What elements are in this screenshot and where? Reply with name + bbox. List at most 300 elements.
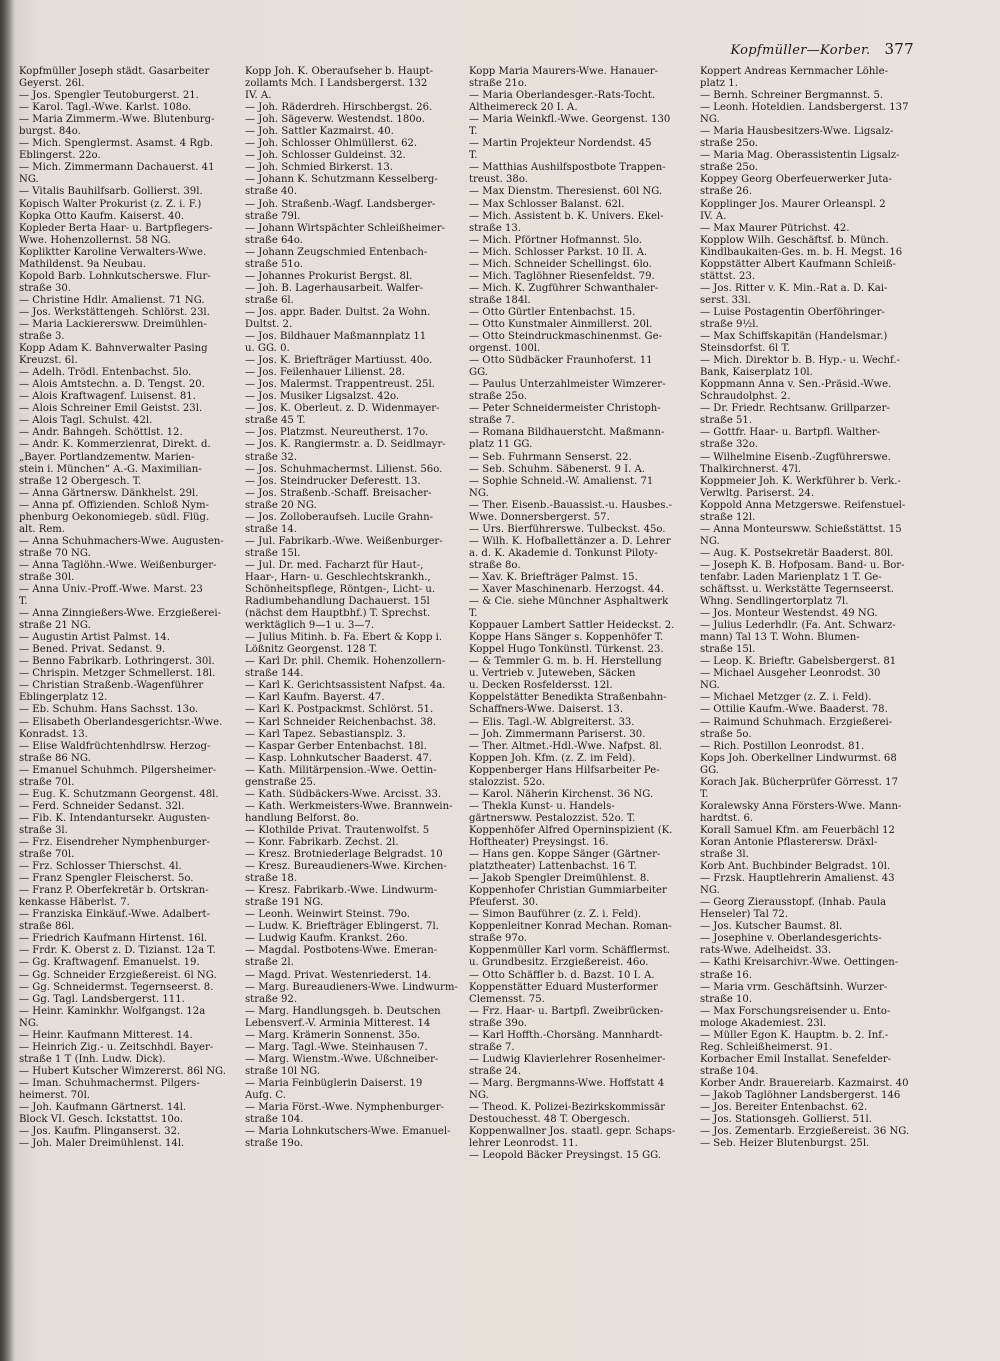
directory-line: straße 25o. [469, 391, 527, 403]
directory-line: Korach Jak. Bücherprüfer Görresst. 17 [700, 776, 898, 788]
directory-line: Korb Ant. Buchbinder Belgradst. 10l. [700, 861, 891, 873]
directory-line: Kopold Barb. Lohnkutscherswe. Flur- [19, 270, 211, 282]
directory-line: — Xav. K. Briefträger Palmst. 15. [469, 571, 638, 583]
directory-line: — Simon Bauführer (z. Z. i. Feld). [469, 909, 642, 921]
directory-line: straße 9½l. [700, 318, 759, 330]
directory-line: — Mich. K. Zugführer Schwanthaler- [469, 282, 659, 294]
directory-line: T. [469, 126, 478, 138]
directory-line: mann) Tal 13 T. Wohn. Blumen- [700, 632, 860, 644]
directory-line: straße 7. [469, 1041, 515, 1053]
directory-line: — Iman. Schuhmachermst. Pilgers- [19, 1077, 200, 1089]
directory-line: IV. A. [700, 210, 727, 222]
directory-line: — Jos. K. Briefträger Martiusst. 40o. [245, 355, 433, 367]
directory-line: straße 79l. [245, 210, 301, 222]
directory-line: NG. [469, 487, 489, 499]
directory-line: Kopfmüller Joseph städt. Gasarbeiter [19, 66, 210, 77]
directory-line: NG. [700, 680, 720, 692]
directory-line: straße 21 NG. [19, 620, 91, 632]
directory-line: — Anna Schuhmachers-Wwe. Augusten- [19, 535, 224, 547]
directory-line: gärtnersww. Pestalozzist. 52o. T. [469, 812, 636, 824]
directory-line: Koppenhöfer Alfred Operninspizient (K. [469, 824, 673, 836]
directory-line: Schönheitspflege, Röntgen-, Licht- u. [245, 584, 436, 596]
directory-line: — Jul. Fabrikarb.-Wwe. Weißenburger- [245, 535, 443, 547]
directory-line: straße 10l NG. [245, 1065, 321, 1077]
directory-line: — Otto Kunstmaler Ainmillerst. 20l. [469, 318, 653, 330]
directory-line: straße 45 T. [245, 415, 306, 427]
directory-line: — & Temmler G. m. b. H. Herstellung [469, 656, 662, 668]
directory-line: — Kresz. Fabrikarb.-Wwe. Lindwurm- [245, 885, 438, 897]
directory-line: — Mich. Direktor b. B. Hyp.- u. Wechf.- [700, 355, 900, 367]
directory-line: a. d. K. Akademie d. Tonkunst Piloty- [469, 547, 658, 559]
directory-line: — Ottilie Kaufm.-Wwe. Baaderst. 78. [700, 704, 888, 716]
directory-line: Koppmann Anna v. Sen.-Präsid.-Wwe. [700, 379, 892, 391]
directory-line: GG. [469, 367, 488, 379]
directory-line: — Marg. Bureaudieners-Wwe. Lindwurm- [245, 981, 458, 993]
directory-line: — Johannes Prokurist Bergst. 8l. [245, 270, 413, 282]
directory-line: — Kresz. Bureaudieners-Wwe. Kirchen- [245, 861, 447, 873]
directory-line: Koppenberger Hans Hilfsarbeiter Pe- [469, 764, 660, 776]
directory-line: tenfabr. Laden Marienplatz 1 T. Ge- [700, 571, 882, 583]
directory-line: — Elis. Tagl.-W. Ablgreiterst. 33. [469, 716, 635, 728]
directory-line: straße 19o. [245, 1138, 303, 1150]
directory-line: straße 70l. [19, 849, 75, 861]
directory-line: — Frdr. K. Oberst z. D. Tizianst. 12a T. [19, 945, 216, 957]
directory-line: — Alois Kraftwagenf. Luisenst. 81. [19, 391, 196, 403]
running-title: Kopfmüller—Korber. [730, 43, 871, 58]
directory-line: — Ludw. K. Briefträger Eblingerst. 7l. [245, 921, 439, 933]
directory-line: Pfeuferst. 30. [469, 897, 539, 909]
directory-line: — Kath. Militärpension.-Wwe. Oettin- [245, 764, 437, 776]
directory-line: — Otto Schäffler b. d. Bazst. 10 I. A. [469, 969, 655, 981]
directory-line: Koran Antonie Pflasterersw. Dräxl- [700, 837, 878, 848]
directory-line: Koppel Hugo Tonkünstl. Türkenst. 23. [469, 644, 664, 656]
directory-line: — Hans gen. Koppe Sänger (Gärtner- [469, 849, 661, 861]
directory-line: — Joh. Maler Dreimühlenst. 14l. [19, 1138, 185, 1150]
directory-line: straße 51. [700, 415, 753, 427]
directory-line: — Franziska Einkäuf.-Wwe. Adalbert- [19, 909, 211, 921]
directory-line: Koppenhofer Christian Gummiarbeiter [469, 885, 667, 897]
directory-line: mologe Akademiest. 23l. [700, 1017, 827, 1029]
directory-line: — Max Maurer Pütrichst. 42. [700, 222, 850, 234]
directory-line: straße 70 NG. [19, 547, 91, 559]
directory-line: — Theod. K. Polizei-Bezirkskommissär [469, 1102, 666, 1114]
directory-line: — Kath. Werkmeisters-Wwe. Brannwein- [245, 800, 453, 812]
directory-line: Kopplinger Jos. Maurer Orleanspl. 2 [700, 198, 886, 210]
directory-line: — Ludwig Kaufm. Krankst. 26o. [245, 933, 408, 945]
directory-line: — Joh. Schlosser Guldeinst. 32. [245, 150, 406, 162]
directory-line: — Dr. Friedr. Rechtsanw. Grillparzer- [700, 403, 890, 415]
column-3 [469, 66, 695, 1162]
directory-line: — Jos. Schuhmachermst. Lilienst. 56o. [245, 463, 443, 475]
directory-line: straße 32. [245, 451, 298, 463]
directory-line: — Frz. Haar- u. Bartpfl. Zweibrücken- [469, 1005, 664, 1017]
directory-line: — Leopold Bäcker Preysingst. 15 GG. [469, 1150, 662, 1162]
directory-line: T. [19, 596, 28, 608]
directory-line: — Elisabeth Oberlandesgerichtsr.-Wwe. [19, 716, 223, 728]
directory-line: — Julius Mitinh. b. Fa. Ebert & Kopp i. [245, 632, 443, 644]
directory-line: Kopisch Walter Prokurist (z. Z. i. F.) [19, 198, 202, 210]
directory-line: — Jos. Bereiter Entenbachst. 62. [700, 1102, 868, 1114]
directory-line: Kopp Joh. K. Oberaufseher b. Haupt- [245, 66, 434, 77]
directory-line: — Eug. K. Schutzmann Georgenst. 48l. [19, 788, 219, 800]
directory-line: — Frzsk. Hauptlehrerin Amalienst. 43 [700, 873, 895, 885]
directory-line: straße 16. [700, 969, 753, 981]
directory-line: — Romana Bildhauerstcht. Maßmann- [469, 427, 665, 439]
directory-line: — Jos. Malermst. Trappentreust. 25l. [245, 379, 435, 391]
directory-line: Kopka Otto Kaufm. Kaiserst. 40. [19, 210, 185, 222]
directory-line: NG. [19, 174, 39, 186]
directory-line: — Joh. Schlosser Ohlmüllerst. 62. [245, 138, 418, 150]
directory-line: — Joh. B. Lagerhausarbeit. Walfer- [245, 282, 424, 294]
directory-line: T. [700, 788, 709, 800]
directory-line: hardtst. 6. [700, 812, 754, 824]
directory-line: platz 11 GG. [469, 439, 533, 451]
directory-line: — Max Forschungsreisender u. Ento- [700, 1005, 891, 1017]
directory-line: straße 70l. [19, 776, 75, 788]
directory-line: — Marg. Krämerin Sonnenst. 35o. [245, 1029, 421, 1041]
page-header [730, 40, 914, 58]
directory-line: — Jos. Stationsgeh. Gollierst. 51l. [700, 1114, 872, 1126]
directory-line: straße 7. [469, 415, 515, 427]
directory-line: Destouchesst. 48 T. Obergesch. [469, 1114, 631, 1126]
directory-line: Koppenmüller Karl vorm. Schäfflermst. [469, 945, 670, 957]
column-4 [700, 66, 920, 1150]
directory-line: — Gg. Kraftwagenf. Emanuelst. 19. [19, 957, 200, 969]
directory-line: — Michael Ausgeher Leonrodst. 30 [700, 668, 881, 680]
directory-line: — Matthias Aushilfspostbote Trappen- [469, 162, 666, 174]
directory-line: — Fib. K. Intendantursekr. Augusten- [19, 812, 211, 824]
directory-line: Kindlbaukaiten-Ges. m. b. H. Megst. 16 [700, 246, 903, 258]
directory-line: — Mich. Taglöhner Riesenfeldst. 79. [469, 270, 655, 282]
directory-line: straße 18. [245, 873, 298, 885]
directory-line: (nächst dem Hauptbhf.) T. Sprechst. [245, 608, 431, 620]
directory-line: straße 6l. [245, 294, 294, 306]
directory-line: — Franz P. Oberfekretär b. Ortskran- [19, 885, 209, 897]
directory-line: — Jos. Platzmst. Neureutherst. 17o. [245, 427, 429, 439]
directory-line: IV. A. [245, 90, 272, 102]
directory-line: — Marg. Bergmanns-Wwe. Hoffstatt 4 [469, 1077, 665, 1089]
directory-line: — Michael Metzger (z. Z. i. Feld). [700, 692, 872, 704]
directory-line: Wwe. Hohenzollernst. 58 NG. [19, 234, 171, 246]
directory-line: stalozzist. 52o. [469, 776, 546, 788]
directory-line: — Joh. Zimmermann Pariserst. 30. [469, 728, 646, 740]
directory-line: — Jakob Spengler Dreimühlenst. 8. [469, 873, 650, 885]
directory-line: — Kresz. Brotniederlage Belgradst. 10 [245, 849, 443, 861]
directory-line: Eblingerplatz 12. [19, 692, 108, 704]
directory-line: — Christine Hdlr. Amalienst. 71 NG. [19, 294, 205, 306]
directory-line: — Alois Amtstechn. a. D. Tengst. 20. [19, 379, 205, 391]
directory-line: — Jos. Straßenb.-Schaff. Breisacher- [245, 487, 432, 499]
directory-line: — Adelh. Trödl. Entenbachst. 5lo. [19, 367, 192, 379]
directory-line: straße 104. [245, 1114, 304, 1126]
directory-line: phenburg Oekonomiegeb. südl. Flüg. [19, 511, 210, 523]
directory-line: straße 15l. [700, 644, 756, 656]
directory-line: Koralewsky Anna Försters-Wwe. Mann- [700, 800, 902, 812]
directory-line: straße 32o. [700, 439, 758, 451]
directory-line: straße 14. [245, 523, 298, 535]
directory-line: — Joh. Räderdreh. Hirschbergst. 26. [245, 102, 433, 114]
directory-line: Lößnitz Georgenst. 128 T. [245, 644, 378, 656]
directory-line: — Otto Südbäcker Fraunhoferst. 11 [469, 355, 653, 367]
directory-line: serst. 33l. [700, 294, 751, 306]
directory-line: straße 13. [469, 222, 522, 234]
directory-line: genstraße 25. [245, 776, 316, 788]
directory-line: — Mich. Pförtner Hofmannst. 5lo. [469, 234, 643, 246]
directory-line: — Karl Hoffth.-Chorsäng. Mannhardt- [469, 1029, 663, 1041]
column-2 [245, 66, 465, 1150]
directory-line: Koppauer Lambert Sattler Heideckst. 2. [469, 620, 675, 632]
directory-line: Konradst. 13. [19, 728, 88, 740]
directory-line: Dultst. 2. [245, 318, 293, 330]
directory-line: Koppenwallner Jos. staatl. gepr. Schaps- [469, 1126, 676, 1138]
directory-line: straße 104. [700, 1065, 759, 1077]
directory-line: — Karl K. Gerichtsassistent Nafpst. 4a. [245, 680, 446, 692]
directory-line: — Karl Kaufm. Bayerst. 47. [245, 692, 385, 704]
directory-line: Koppstätter Albert Kaufmann Schleiß- [700, 258, 896, 270]
directory-line: NG. [19, 1017, 39, 1029]
directory-line: — Maria Feinbüglerin Daiserst. 19 [245, 1077, 423, 1089]
directory-line: — Karol. Näherin Kirchenst. 36 NG. [469, 788, 654, 800]
directory-line: — Anna Taglöhn.-Wwe. Weißenburger- [19, 559, 217, 571]
column-1 [19, 66, 243, 1150]
directory-line: stein i. München“ A.-G. Maximilian- [19, 463, 202, 475]
directory-line: treust. 38o. [469, 174, 528, 186]
directory-line: straße 12 Obergesch. T. [19, 475, 142, 487]
directory-line: Hoftheater) Preysingst. 16. [469, 837, 609, 848]
directory-line: — Konr. Fabrikarb. Zechst. 2l. [245, 837, 399, 848]
directory-line: Koppenleitner Konrad Mechan. Roman- [469, 921, 672, 933]
directory-line: NG. [700, 114, 720, 126]
directory-line: — Max Schiffskapitän (Handelsmar.) [700, 331, 888, 343]
directory-line: — Jos. Kaufm. Plinganserst. 32. [19, 1126, 181, 1138]
directory-line: straße 5o. [700, 728, 752, 740]
directory-line: — Paulus Unterzahlmeister Wimzerer- [469, 379, 666, 391]
directory-line: alt. Rem. [19, 523, 66, 535]
directory-line: — Joh. Straßenb.-Wagf. Landsberger- [245, 198, 436, 210]
directory-line: — Leop. K. Brieftr. Gabelsbergerst. 81 [700, 656, 897, 668]
directory-line: — Jos. appr. Bader. Dultst. 2a Wohn. [245, 306, 431, 318]
directory-line: straße 12l. [700, 511, 756, 523]
directory-line: Reg. Schleißheimerst. 91. [700, 1041, 833, 1053]
directory-line: — Seb. Heizer Blutenburgst. 25l. [700, 1138, 870, 1150]
directory-line: — Johann K. Schutzmann Kesselberg- [245, 174, 438, 186]
directory-line: — Otto Steindruckmaschinenmst. Ge- [469, 331, 663, 343]
directory-line: — Chrispin. Metzger Schmellerst. 18l. [19, 668, 216, 680]
directory-line: straße 3l. [19, 824, 68, 836]
directory-line: — Kasp. Lohnkutscher Baaderst. 47. [245, 752, 433, 764]
directory-line: Kopliktter Karoline Verwalters-Wwe. [19, 246, 207, 258]
directory-line: Korber Andr. Brauereiarb. Kazmairst. 40 [700, 1077, 909, 1089]
directory-line: — Raimund Schuhmach. Erzgießerei- [700, 716, 893, 728]
directory-line: — Hubert Kutscher Wimzererst. 86l NG. [19, 1065, 226, 1077]
directory-line: — Augustin Artist Palmst. 14. [19, 632, 170, 644]
directory-line: straße 25o. [700, 138, 758, 150]
directory-line: — Mich. Spenglermst. Asamst. 4 Rgb. [19, 138, 214, 150]
directory-line: — Jakob Taglöhner Landsbergerst. 146 [700, 1089, 901, 1101]
directory-line: — Ther. Altmet.-Hdl.-Wwe. Nafpst. 8l. [469, 740, 662, 752]
directory-line: Block VI. Gesch. Ickstattst. 10o. [19, 1114, 183, 1126]
directory-line: — Bernh. Schreiner Bergmannst. 5. [700, 90, 884, 102]
directory-line: straße 86 NG. [19, 752, 91, 764]
directory-line: — Ludwig Klavierlehrer Rosenheimer- [469, 1053, 666, 1065]
directory-line: T. [469, 608, 478, 620]
directory-line: straße 191 NG. [245, 897, 324, 909]
directory-line: — Heinr. Kaufmann Mitterest. 14. [19, 1029, 193, 1041]
directory-line: Koppen Joh. Kfm. (z. Z. im Feld). [469, 752, 636, 764]
directory-line: Geyerst. 26l. [19, 78, 85, 90]
directory-line: — Seb. Fuhrmann Senserst. 22. [469, 451, 632, 463]
directory-line: — Maria Weinkfl.-Wwe. Georgenst. 130 [469, 114, 671, 126]
directory-line: — Johann Wirtspächter Schleißheimer- [245, 222, 446, 234]
directory-line: — Marg. Handlungsgeh. b. Deutschen [245, 1005, 441, 1017]
directory-line: — Jos. Kutscher Baumst. 8l. [700, 921, 843, 933]
directory-line: heimerst. 70l. [19, 1089, 91, 1101]
directory-line: Kopp Maria Maurers-Wwe. Hanauer- [469, 66, 659, 77]
directory-line: straße 20 NG. [245, 499, 317, 511]
directory-line: — Sophie Schneid.-W. Amalienst. 71 [469, 475, 654, 487]
directory-line: — Ferd. Schneider Sedanst. 32l. [19, 800, 185, 812]
directory-line: — Jos. Werkstättengeh. Schlörst. 23l. [19, 306, 210, 318]
directory-line: — Julius Lederhdlr. (Fa. Ant. Schwarz- [700, 620, 896, 632]
directory-line: — Martin Projekteur Nordendst. 45 [469, 138, 652, 150]
directory-line: Kopleder Berta Haar- u. Bartpflegers- [19, 222, 213, 234]
directory-line: Kopp Adam K. Bahnverwalter Pasing [19, 343, 208, 355]
directory-line: — Jos. Bildhauer Maßmannplatz 11 [245, 331, 427, 343]
directory-line: — Seb. Schuhm. Säbenerst. 9 I. A. [469, 463, 645, 475]
directory-line: — Wilh. K. Hofballettänzer a. D. Lehrer [469, 535, 671, 547]
directory-line: — Otto Gürtler Entenbachst. 15. [469, 306, 636, 318]
directory-line: straße 15l. [245, 547, 301, 559]
directory-line: — Maria Först.-Wwe. Nymphenburger- [245, 1102, 444, 1114]
directory-line: — Mich. Schlosser Parkst. 10 II. A. [469, 246, 648, 258]
directory-line: NG. [469, 1089, 489, 1101]
directory-line: — Mich. Assistent b. K. Univers. Ekel- [469, 210, 664, 222]
directory-line: T. [469, 150, 478, 162]
directory-line: u. Decken Rosfeldersst. 12l. [469, 680, 613, 692]
directory-line: — Anna Univ.-Proff.-Wwe. Marst. 23 [19, 584, 203, 596]
directory-line: — Gg. Tagl. Landsbergerst. 111. [19, 993, 185, 1005]
directory-line: — Mich. Schneider Schellingst. 6lo. [469, 258, 652, 270]
directory-line: stättst. 23. [700, 270, 756, 282]
directory-line: straße 21o. [469, 78, 527, 90]
directory-line: — Benno Fabrikarb. Lothringerst. 30l. [19, 656, 215, 668]
directory-line: handlung Belforst. 8o. [245, 812, 359, 824]
directory-line: Haar-, Harn- u. Geschlechtskrankh., [245, 571, 431, 583]
directory-line: Schaffners-Wwe. Daiserst. 13. [469, 704, 624, 716]
directory-line: — Maria Lohnkutschers-Wwe. Emanuel- [245, 1126, 451, 1138]
directory-line: Aufg. C. [245, 1089, 286, 1101]
directory-line: straße 25o. [700, 162, 758, 174]
directory-line: Kopplow Wilh. Geschäftsf. b. Münch. [700, 234, 889, 246]
directory-line: — Anna pf. Offizienden. Schloß Nym- [19, 499, 209, 511]
directory-line: Radiumbehandlung Dachauerst. 15l [245, 596, 430, 608]
directory-line: — Johann Zeugschmied Entenbach- [245, 246, 428, 258]
directory-line: Lebensverf.-V. Arminia Mitterest. 14 [245, 1017, 431, 1029]
directory-line: Koppert Andreas Kernmacher Löhle- [700, 66, 889, 77]
directory-line: Koppenstätter Eduard Musterformer [469, 981, 658, 993]
directory-line: — Karl Dr. phil. Chemik. Hohenzollern- [245, 656, 446, 668]
directory-line: — Jos. Steindrucker Deferestt. 13. [245, 475, 421, 487]
directory-line: kenkasse Häberlst. 7. [19, 897, 130, 909]
directory-line: — Leonh. Weinwirt Steinst. 79o. [245, 909, 410, 921]
directory-line: straße 1 T (Inh. Ludw. Dick). [19, 1053, 166, 1065]
directory-line: Clemensst. 75. [469, 993, 545, 1005]
directory-line: — Alois Tagl. Schulst. 42l. [19, 415, 153, 427]
directory-line: — Peter Schneidermeister Christoph- [469, 403, 661, 415]
directory-line: straße 2l. [245, 957, 294, 969]
directory-line: Koppelstätter Benedikta Straßenbahn- [469, 692, 667, 704]
directory-line: Schraudolphst. 2. [700, 391, 791, 403]
directory-line: Steinsdorfst. 6l T. [700, 343, 790, 355]
directory-line: — Aug. K. Postsekretär Baaderst. 80l. [700, 547, 894, 559]
directory-line: — Max Schlosser Balanst. 62l. [469, 198, 625, 210]
directory-line: straße 30l. [19, 571, 75, 583]
directory-line: straße 30. [19, 282, 72, 294]
directory-line: Korbacher Emil Installat. Senefelder- [700, 1053, 892, 1065]
directory-line: — Anna Zinngießers-Wwe. Erzgießerei- [19, 608, 222, 620]
directory-line: NG. [700, 885, 720, 897]
directory-line: — Karl Tapez. Sebastiansplz. 3. [245, 728, 406, 740]
directory-line: GG. [700, 764, 719, 776]
directory-line: — Wilhelmine Eisenb.-Zugführerswe. [700, 451, 891, 463]
directory-line: — Joh. Kaufmann Gärtnerst. 14l. [19, 1102, 187, 1114]
directory-line: rats-Wwe. Adelheidst. 33. [700, 945, 832, 957]
directory-line: Thalkirchnerst. 47l. [700, 463, 802, 475]
page-number: 377 [884, 40, 914, 58]
directory-line: — Vitalis Bauhilfsarb. Gollierst. 39l. [19, 186, 203, 198]
directory-line: — Mich. Zimmermann Dachauerst. 41 [19, 162, 215, 174]
directory-line: — Elise Waldfrüchtenhdlrsw. Herzog- [19, 740, 211, 752]
directory-line: straße 97o. [469, 933, 527, 945]
directory-line: — Joh. Sägeverw. Westendst. 180o. [245, 114, 425, 126]
directory-line: — Kathi Kreisarchivr.-Wwe. Oettingen- [700, 957, 899, 969]
directory-line: — Christian Straßenb.-Wagenführer [19, 680, 204, 692]
directory-line: Korall Samuel Kfm. am Feuerbächl 12 [700, 824, 895, 836]
directory-line: straße 24. [469, 1065, 522, 1077]
directory-line: — Joseph K. B. Hofposam. Band- u. Bor- [700, 559, 905, 571]
directory-line: — Andr. K. Kommerzienrat, Direkt. d. [19, 439, 211, 451]
directory-line: Eblingerst. 22o. [19, 150, 101, 162]
directory-line: — Frz. Schlosser Thierschst. 4l. [19, 861, 182, 873]
directory-line: — Urs. Bierführerswe. Tulbeckst. 45o. [469, 523, 666, 535]
directory-line: — Gg. Schneidermst. Tegernseerst. 8. [19, 981, 214, 993]
directory-line: — Maria Lackierersww. Dreimühlen- [19, 318, 207, 330]
directory-line: — Luise Postagentin Oberföhringer- [700, 306, 885, 318]
directory-line: — Jos. Ritter v. K. Min.-Rat a. D. Kai- [700, 282, 888, 294]
directory-line: — Friedrich Kaufmann Hirtenst. 16l. [19, 933, 208, 945]
directory-line: — Xaver Maschinenarb. Herzogst. 44. [469, 584, 664, 596]
directory-line: schäftsst. u. Werkstätte Tegernseerst. [700, 584, 894, 596]
directory-line: straße 144. [245, 668, 304, 680]
directory-line: — Gg. Schneider Erzgießereist. 6l NG. [19, 969, 217, 981]
directory-line: — Ther. Eisenb.-Bauassist.-u. Hausbes.- [469, 499, 673, 511]
directory-line: — Kaspar Gerber Entenbachst. 18l. [245, 740, 427, 752]
directory-line: Kops Joh. Oberkellner Lindwurmst. 68 [700, 752, 897, 764]
directory-line: — Jos. K. Rangiermstr. a. D. Seidlmayr- [245, 439, 446, 451]
directory-line: — Maria vrm. Geschäftsinh. Wurzer- [700, 981, 888, 993]
directory-line: — Maria Oberlandesger.-Rats-Tocht. [469, 90, 656, 102]
directory-line: — Rich. Postillon Leonrodst. 81. [700, 740, 865, 752]
directory-line: — Andr. Bahngeh. Schöttlst. 12. [19, 427, 183, 439]
directory-line: orgenst. 100l. [469, 343, 541, 355]
directory-line: — Anna Monteursww. Schießstättst. 15 [700, 523, 902, 535]
directory-line: Mathildenst. 9a Neubau. [19, 258, 147, 270]
directory-line: — Eb. Schuhm. Hans Sachsst. 13o. [19, 704, 199, 716]
directory-line: straße 86l. [19, 921, 75, 933]
directory-line: — Frz. Eisendreher Nymphenburger- [19, 837, 210, 848]
binding-shadow [0, 0, 14, 1361]
directory-line: — Marg. Wienstm.-Wwe. Ußchneiber- [245, 1053, 439, 1065]
